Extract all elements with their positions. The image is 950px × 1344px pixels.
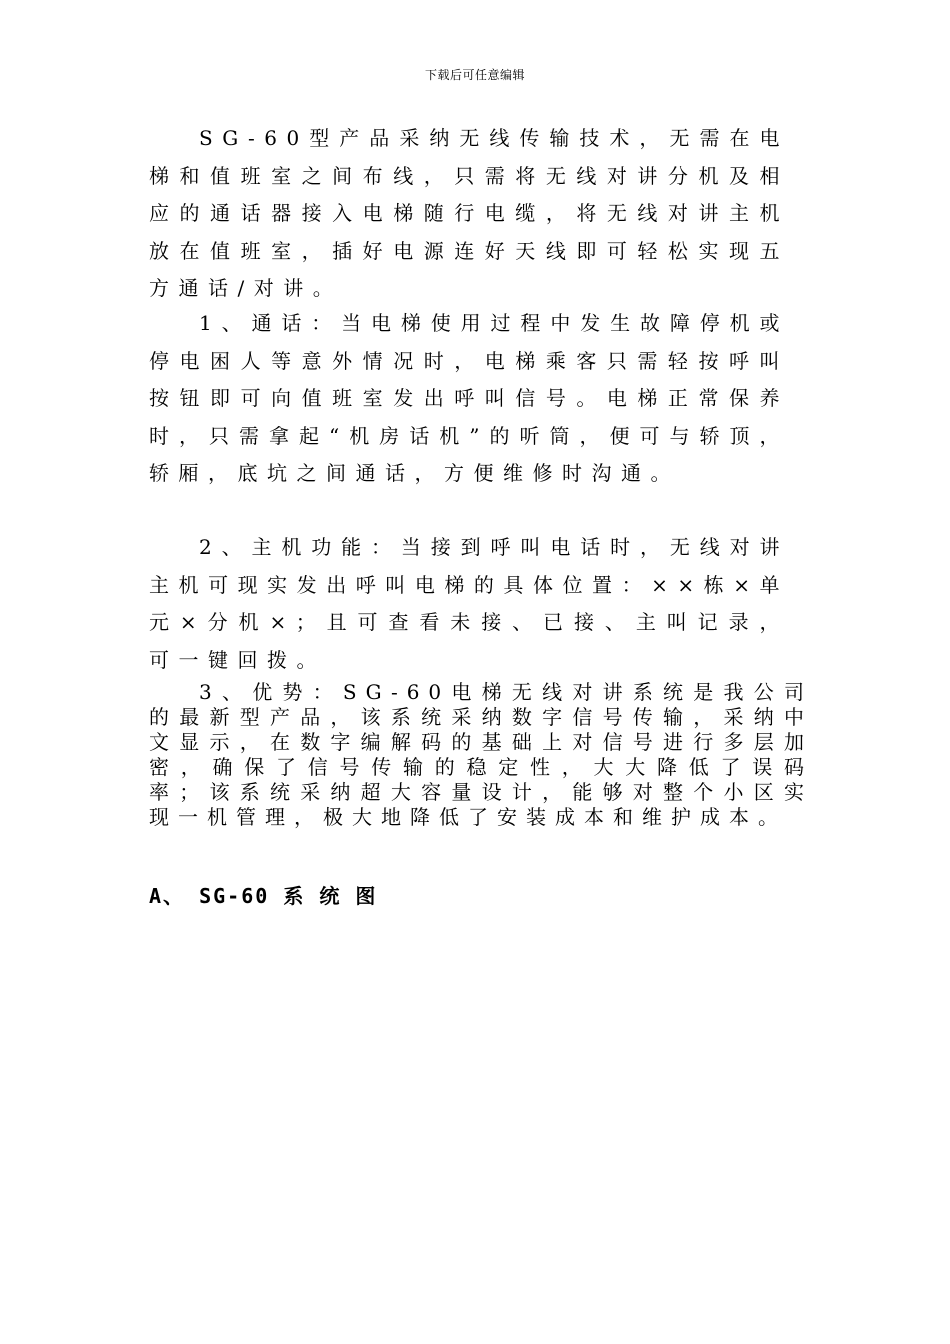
- section-heading: A、 SG-60 系 统 图: [149, 884, 378, 908]
- page-header: 下载后可任意编辑: [424, 68, 525, 82]
- item2-paragraph-block: [149, 529, 789, 679]
- item2-paragraph: 2、主机功能：当接到呼叫电话时，无线对讲主机可现实发出呼叫电梯的具体位置：××栋×单元×分机×；且可查看未接、已接、主叫记录，可一键回拨。: [149, 535, 789, 672]
- intro-paragraph: SG-60型产品采纳无线传输技术，无需在电梯和值班室之间布线，只需将无线对讲分机及相应的通话器接入电梯随行电缆，将无线对讲主机放在值班室，插好电源连好天线即可轻松实现五方通话/对讲。: [149, 126, 789, 300]
- item1-paragraph: 1、通话：当电梯使用过程中发生故障停机或停电困人等意外情况时，电梯乘客只需轻按呼叫按钮即可向值班室发出呼叫信号。电梯正常保养时，只需拿起“机房话机”的听筒，便可与轿顶，轿厢，底坑之间通话，方便维修时沟通。: [149, 311, 789, 485]
- item3-paragraph: 3、优势：SG-60电梯无线对讲系统是我公司的最新型产品，该系统采纳数字信号传输，采纳中文显示，在数字编解码的基础上对信号进行多层加密，确保了信号传输的稳定性，大大降低了误码率；该系统采纳超大容量设计，能够对整个小区实现一机管理，极大地降低了安装成本和维护成本。: [149, 680, 813, 829]
- intro-paragraph-block: [149, 120, 789, 308]
- item1-paragraph-block: [149, 305, 789, 493]
- item3-paragraph-block: [149, 680, 813, 830]
